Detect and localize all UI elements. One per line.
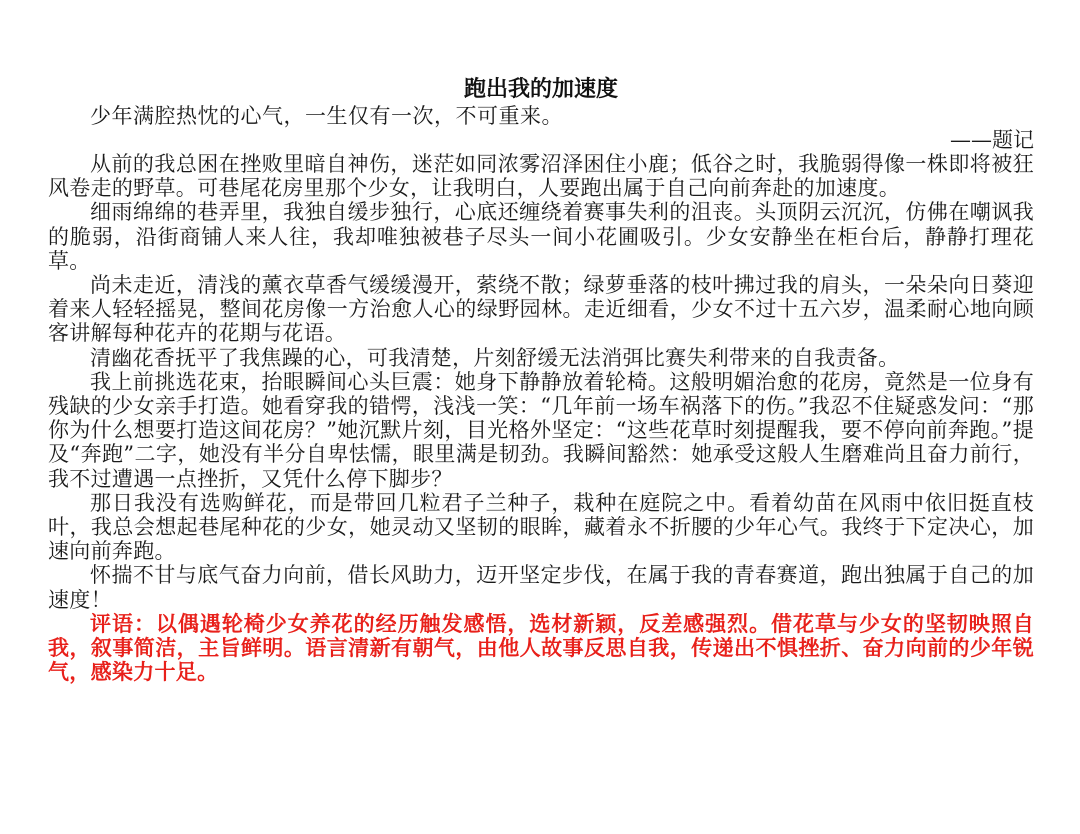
paragraph-7: 怀揣不甘与底气奋力向前，借长风助力，迈开坚定步伐，在属于我的青春赛道，跑出独属于自己的加速度！ — [48, 563, 1034, 612]
essay-title: 跑出我的加速度 — [463, 76, 618, 102]
essay-page — [48, 74, 1034, 684]
paragraph-2: 细雨绵绵的巷弄里，我独自缓步独行，心底还缠绕着赛事失利的沮丧。头顶阴云沉沉，仿佛在嘲讽我的脆弱，沿街商铺人来人往，我却唯独被巷子尽头一间小花圃吸引。少女安静坐在柜台后，静静打理花草。 — [48, 200, 1034, 273]
paragraph-1: 从前的我总困在挫败里暗自神伤，迷茫如同浓雾沼泽困住小鹿；低谷之时，我脆弱得像一株即将被狂风卷走的野草。可巷尾花房里那个少女，让我明白，人要跑出属于自己向前奔赴的加速度。 — [48, 152, 1034, 201]
teacher-comment: 评语：以偶遇轮椅少女养花的经历触发感悟，选材新颖，反差感强烈。借花草与少女的坚韧映照自我，叙事简洁，主旨鲜明。语言清新有朝气，由他人故事反思自我，传递出不惧挫折、奋力向前的少年锐气，感染力十足。 — [48, 610, 1034, 685]
paragraph-3: 尚未走近，清浅的薰衣草香气缓缓漫开，萦绕不散；绿萝垂落的枝叶拂过我的肩头，一朵朵向日葵迎着来人轻轻摇晃，整间花房像一方治愈人心的绿野园林。走近细看，少女不过十五六岁，温柔耐心地向顾客讲解每种花卉的花期与花语。 — [48, 273, 1034, 346]
epigraph-attribution: ——题记 — [950, 128, 1034, 152]
paragraph-4: 清幽花香抚平了我焦躁的心，可我清楚，片刻舒缓无法消弭比赛失利带来的自我责备。 — [90, 345, 900, 370]
paragraph-6: 那日我没有选购鲜花，而是带回几粒君子兰种子，栽种在庭院之中。看着幼苗在风雨中依旧挺直枝叶，我总会想起巷尾种花的少女，她灵动又坚韧的眼眸，藏着永不折腰的少年心气。我终于下定决心，加速向前奔跑。 — [48, 490, 1034, 564]
epigraph: 少年满腔热忱的心气，一生仅有一次，不可重来。 — [90, 104, 563, 128]
paragraph-5: 我上前挑选花束，抬眼瞬间心头巨震：她身下静静放着轮椅。这般明媚治愈的花房，竟然是一位身有残缺的少女亲手打造。她看穿我的错愕，浅浅一笑：“几年前一场车祸落下的伤。”我忍不住疑惑发问：“那你为什么想要打造这间花房？”她沉默片刻，目光格外坚定：“这些花草时刻提醒我，要不停向前奔跑。”提及“奔跑”二字，她没有半分自卑怯懦，眼里满是韧劲。我瞬间豁然：她承受这般人生磨难尚且奋力前行，我不过遭遇一点挫折，又凭什么停下脚步？ — [48, 369, 1034, 491]
